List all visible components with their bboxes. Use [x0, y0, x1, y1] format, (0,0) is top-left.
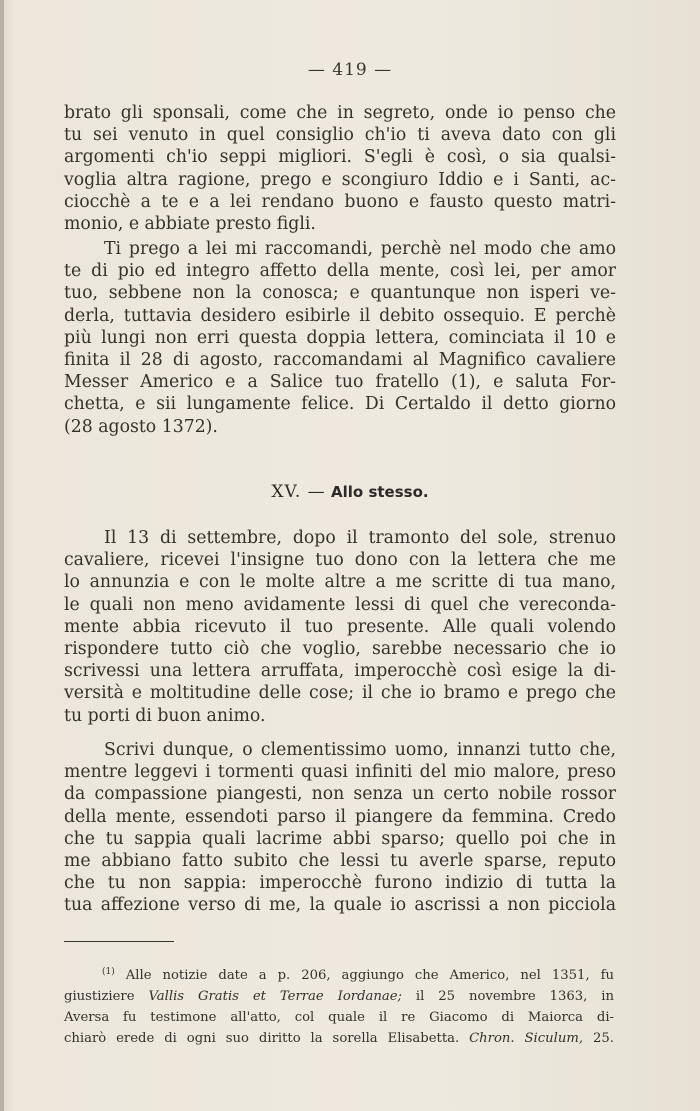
text-line: le quali non meno avidamente lessi di quel che vereconda-: [64, 594, 616, 615]
paragraph-4: [64, 739, 616, 917]
footnote-line: Aversa fu testimone all'atto, col quale il re Giacomo di Maiorca di-: [64, 1010, 614, 1025]
footnote-text: Alle notizie date a p. 206, aggiungo che Americo, nel 1351, fu: [125, 968, 614, 983]
footnote-italic-text: Vallis Gratis et Terrae Iordanae;: [148, 989, 402, 1004]
text-line: (28 agosto 1372).: [64, 416, 218, 437]
text-line: della mente, essendoti parso il piangere da femmina. Credo: [64, 806, 616, 827]
footnote-text: giustiziere: [64, 989, 135, 1004]
text-line: monio, e abbiate presto figli.: [64, 214, 316, 235]
text-line: tu porti di buon animo.: [64, 705, 266, 726]
footnote: [64, 962, 614, 1049]
footnote-italic-text: Chron. Siculum,: [469, 1031, 584, 1046]
section-title: Allo stesso.: [331, 483, 429, 501]
page-number: — 419 —: [307, 60, 393, 80]
footnote-line: [64, 1028, 614, 1049]
text-line: cavaliere, ricevei l'insigne tuo dono con la lettera che me: [64, 550, 616, 571]
text-line: rispondere tutto ciò che voglio, sarebbe necessario che io: [64, 639, 616, 660]
text-line: mentre leggevi i tormenti quasi infiniti del mio malore, preso: [64, 762, 616, 783]
footnote-divider: [64, 941, 174, 942]
paragraph-1: [64, 102, 616, 235]
text-line: lo annunzia e con le molte altre a me scritte di tua mano,: [64, 572, 616, 593]
footnote-text: il 25 novembre 1363, in: [415, 989, 614, 1004]
text-line: mente abbia ricevuto il tuo presente. Alle quali volendo: [64, 616, 616, 637]
text-line: derla, tuttavia desidero esibirle il debito ossequio. E perchè: [64, 305, 616, 326]
section-heading: [0, 482, 700, 502]
text-line: argomenti ch'io seppi migliori. S'egli è così, o sia qualsi-: [64, 147, 616, 168]
text-line: brato gli sponsali, come che in segreto, onde io penso che: [64, 103, 616, 123]
text-line: tu sei venuto in quel consiglio ch'io ti aveva dato con gli: [64, 125, 616, 146]
text-line: chetta, e sii lungamente felice. Di Certaldo il detto giorno: [64, 394, 616, 415]
text-line: da compassione piangesti, non senza un certo nobile rossor: [64, 784, 616, 805]
text-line: Ti prego a lei mi raccomandi, perchè nel modo che amo: [104, 239, 616, 259]
text-line: me abbiano fatto subito che lessi tu averle sparse, reputo: [64, 851, 616, 872]
footnote-line: [64, 986, 614, 1007]
paragraph-3: [64, 527, 616, 727]
text-line: Scrivi dunque, o clementissimo uomo, innanzi tutto che,: [104, 740, 616, 760]
page-binding-edge: [0, 0, 4, 1111]
text-line: voglia altra ragione, prego e scongiuro Iddio e i Santi, ac-: [64, 169, 616, 190]
text-line: finita il 28 di agosto, raccomandami al Magnifico cavaliere: [64, 350, 616, 371]
text-line: tua affezione verso di me, la quale io ascrissi a non picciola: [64, 895, 616, 916]
text-line: tuo, sebbene non la conosca; e quantunque non isperi ve-: [64, 283, 616, 304]
paragraph-2: [64, 238, 616, 438]
text-line: più lungi non erri questa doppia lettera, cominciata il 10 e: [64, 327, 616, 348]
text-line: che tu sappia quali lacrime abbi sparso; quello poi che in: [64, 828, 616, 849]
footnote-text: chiarò erede di ogni suo diritto la sorella Elisabetta.: [64, 1031, 460, 1046]
footnote-marker: (1): [102, 967, 115, 977]
text-line: scrivessi una lettera arruffata, imperocchè così esige la di-: [64, 661, 616, 682]
footnote-line: [64, 962, 614, 986]
text-line: Messer Americo e a Salice tuo fratello (1), e saluta For-: [64, 372, 616, 393]
text-line: Il 13 di settembre, dopo il tramonto del sole, strenuo: [104, 528, 616, 548]
section-number: XV. —: [271, 482, 326, 502]
footnote-text: 25.: [593, 1031, 614, 1046]
text-line: che tu non sappia: imperocchè furono indizio di tutta la: [64, 873, 616, 894]
text-line: versità e moltitudine delle cose; il che io bramo e prego che: [64, 683, 616, 704]
text-line: te di pio ed integro affetto della mente, così lei, per amor: [64, 261, 616, 282]
text-line: ciocchè a te e a lei rendano buono e fausto questo matri-: [64, 191, 616, 212]
